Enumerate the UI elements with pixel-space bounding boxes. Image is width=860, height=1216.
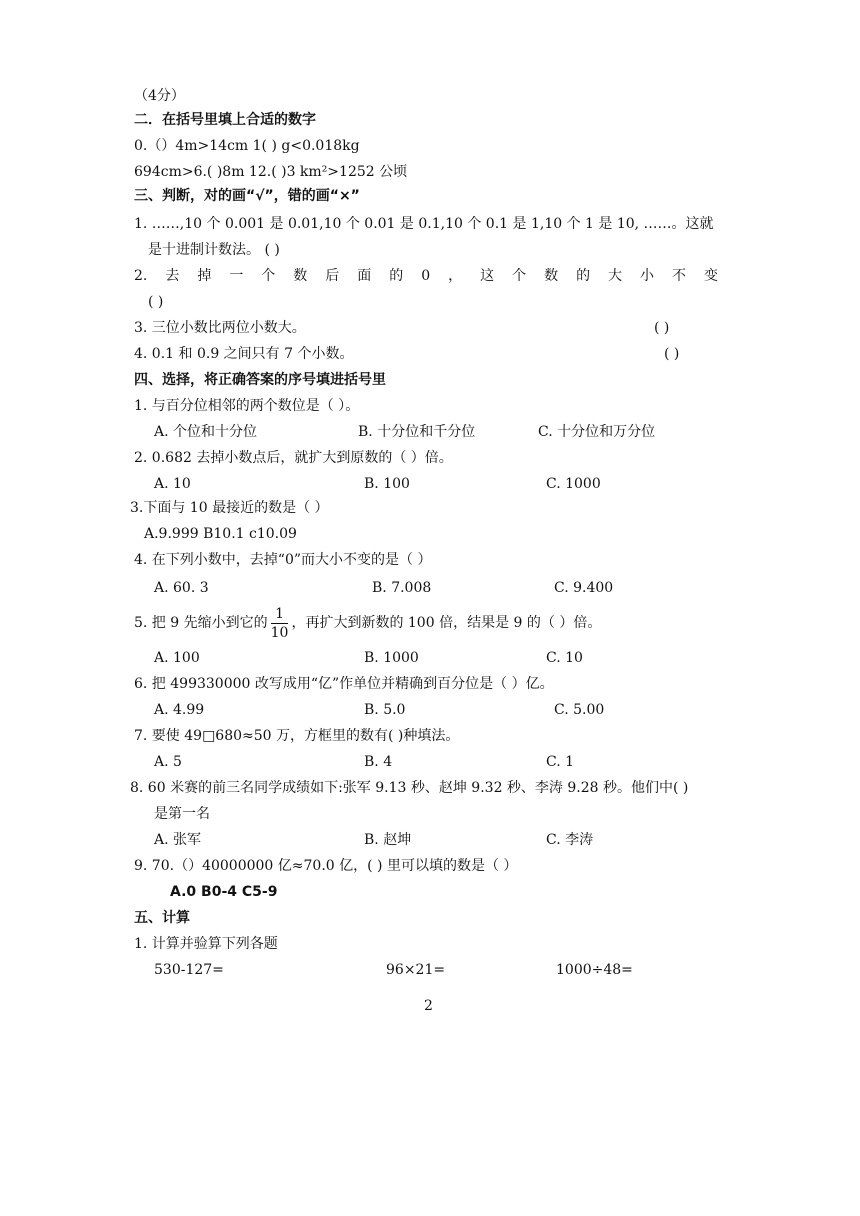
q4-text: 4. 在下列小数中，去掉“0”而大小不变的是（ ） — [134, 552, 432, 568]
section-3-q2-char: 这 — [480, 268, 495, 284]
section-3-q3-paren: ( ) — [654, 320, 670, 336]
section-3-q2-char: 不 — [672, 268, 687, 284]
q7-text: 7. 要使 49□680≈50 万，方框里的数有( )种填法。 — [134, 728, 460, 744]
q2-text: 2. 0.682 去掉小数点后，就扩大到原数的（ ）倍。 — [134, 450, 453, 466]
section-5-q1: 1. 计算并验算下列各题 — [134, 936, 278, 952]
section-3-q2-char: 0 — [421, 268, 431, 284]
section-3-q2-char: 小 — [640, 268, 655, 284]
section-3-heading: 三、判断，对的画“√”，错的画“×” — [134, 188, 360, 204]
q5-text — [134, 604, 601, 642]
section-3-q4-paren: ( ) — [664, 346, 680, 362]
q8-text-line-2: 是第一名 — [154, 806, 210, 822]
q1-text: 1. 与百分位相邻的两个数位是（ ）。 — [134, 398, 360, 414]
q5-option-c: C. 10 — [546, 650, 583, 666]
section-2-line-1: 0.（）4m>14cm 1( ) g<0.018kg — [134, 138, 360, 154]
q7-option-a: A. 5 — [154, 754, 182, 770]
q9-text: 9. 70.（）40000000 亿≈70.0 亿，( ) 里可以填的数是（ ） — [134, 858, 518, 874]
q4-option-a: A. 60. 3 — [154, 580, 209, 596]
section-2-heading: 二．在括号里填上合适的数字 — [134, 112, 316, 128]
section-5-heading: 五、计算 — [134, 910, 190, 926]
q2-option-b: B. 100 — [364, 476, 410, 492]
section-3-q2-char: 大 — [608, 268, 623, 284]
q8-text-line-1: 8. 60 米赛的前三名同学成绩如下:张军 9.13 秒、赵坤 9.32 秒、李涛 9.28 秒。他们中( ) — [130, 780, 689, 796]
section-3-q2-paren: ( ) — [148, 294, 164, 310]
calc-1: 530-127= — [154, 962, 224, 978]
q8-option-a: A. 张军 — [154, 832, 202, 848]
q8-option-b: B. 赵坤 — [364, 832, 412, 848]
q5-option-a: A. 100 — [154, 650, 200, 666]
section-3-q2-char: 个 — [512, 268, 527, 284]
q1-option-b: B. 十分位和千分位 — [358, 424, 476, 440]
section-3-q2-char: 去 — [165, 268, 180, 284]
q5-fraction-numerator: 1 — [271, 605, 289, 624]
q2-option-c: C. 1000 — [546, 476, 601, 492]
section-3-q2-char: 变 — [704, 268, 718, 284]
section-2-line-2: 694cm>6.( )8m 12.( )3 km²>1252 公顷 — [134, 164, 408, 180]
score-note: （4分） — [134, 88, 185, 104]
section-3-q4: 4. 0.1 和 0.9 之间只有 7 个小数。 — [134, 346, 354, 362]
section-3-q2-line-1 — [134, 266, 718, 286]
q6-text: 6. 把 499330000 改写成用“亿”作单位并精确到百分位是（ ）亿。 — [134, 676, 554, 692]
q5-fraction-denominator: 10 — [270, 624, 289, 641]
q3-text: 3.下面与 10 最接近的数是（ ） — [130, 500, 329, 516]
section-3-q2-char: 的 — [389, 268, 404, 284]
q9-options: A.0 B0-4 C5-9 — [170, 884, 278, 900]
section-3-q2-char: 后 — [325, 268, 340, 284]
q2-option-a: A. 10 — [154, 476, 191, 492]
section-3-q1-line-2: 是十进制计数法。 ( ) — [148, 242, 280, 258]
q3-options: A.9.999 B10.1 c10.09 — [144, 526, 297, 542]
section-3-q3: 3. 三位小数比两位小数大。 — [134, 320, 306, 336]
section-3-q2-char: 的 — [576, 268, 591, 284]
section-3-q2-char: ， — [448, 268, 463, 284]
q5-fraction — [271, 605, 289, 642]
q7-option-c: C. 1 — [546, 754, 575, 770]
q5-prefix: 5. 把 9 先缩小到它的 — [134, 615, 268, 631]
calc-2: 96×21= — [386, 962, 446, 978]
page-number: 2 — [424, 998, 433, 1014]
section-3-q2-char: 数 — [544, 268, 559, 284]
section-3-q2-char: 2. — [134, 268, 148, 284]
q6-option-a: A. 4.99 — [154, 702, 205, 718]
section-3-q2-char: 个 — [261, 268, 276, 284]
q7-option-b: B. 4 — [364, 754, 393, 770]
q6-option-b: B. 5.0 — [364, 702, 406, 718]
q5-suffix: ，再扩大到新数的 100 倍，结果是 9 的（ ）倍。 — [291, 615, 602, 631]
q6-option-c: C. 5.00 — [554, 702, 605, 718]
q5-option-b: B. 1000 — [364, 650, 419, 666]
q1-option-a: A. 个位和十分位 — [154, 424, 258, 440]
section-3-q2-char: 数 — [293, 268, 308, 284]
q1-option-c: C. 十分位和万分位 — [538, 424, 656, 440]
section-3-q2-char: 面 — [357, 268, 372, 284]
section-3-q2-char: 一 — [229, 268, 244, 284]
q4-option-c: C. 9.400 — [554, 580, 614, 596]
q8-option-c: C. 李涛 — [546, 832, 594, 848]
calc-3: 1000÷48= — [556, 962, 633, 978]
section-4-heading: 四、选择，将正确答案的序号填进括号里 — [134, 372, 386, 388]
section-3-q2-char: 掉 — [197, 268, 212, 284]
section-3-q1-line-1: 1. ……,10 个 0.001 是 0.01,10 个 0.01 是 0.1,10 个 0.1 是 1,10 个 1 是 10, ……。这就 — [134, 216, 714, 232]
q4-option-b: B. 7.008 — [372, 580, 432, 596]
